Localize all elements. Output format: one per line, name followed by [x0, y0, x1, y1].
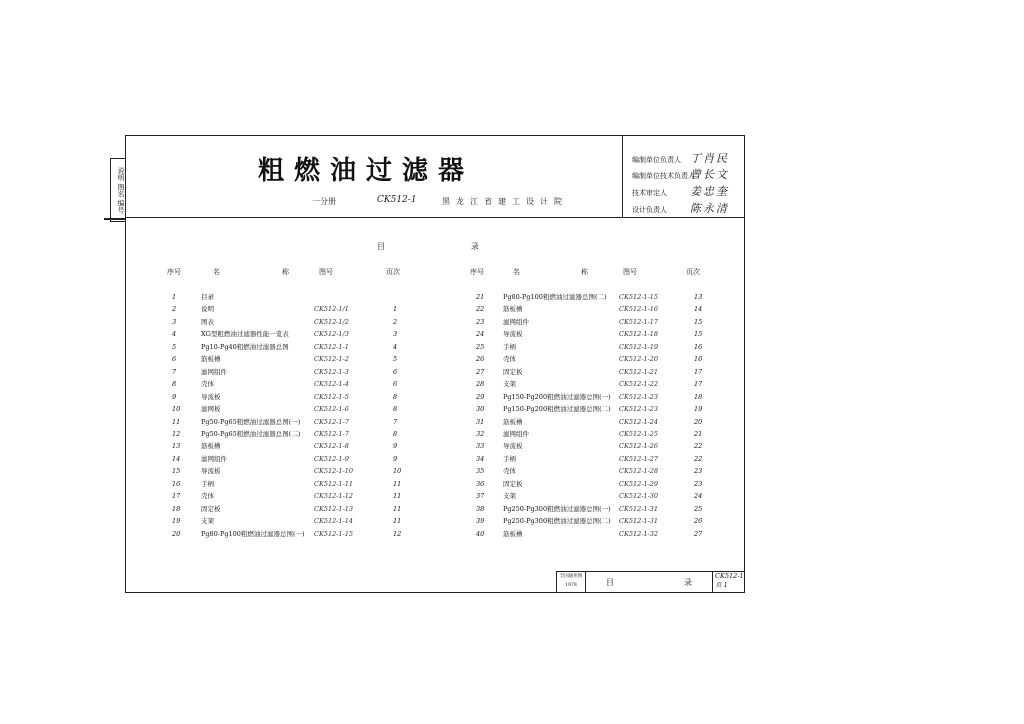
signature-name: 曾长文 [690, 168, 729, 181]
row-no: 35 [476, 467, 485, 476]
header-page: 页次 [386, 268, 400, 276]
row-name: 手柄 [503, 342, 516, 351]
row-no: 16 [172, 479, 181, 488]
row-name: Pg80-Pg100粗燃油过滤器总图(一) [201, 529, 305, 538]
row-drawing: CK512-1-23 [619, 405, 659, 414]
row-name: Pg250-Pg300粗燃油过滤器总图(一) [503, 504, 611, 513]
row-no: 38 [476, 504, 485, 513]
table-row [0, 342, 1024, 352]
row-drawing: CK512-1-6 [314, 405, 349, 414]
row-drawing: CK512-1-22 [619, 380, 659, 389]
row-page: 8 [393, 429, 398, 438]
row-name: 壳体 [201, 380, 214, 389]
sheet-number: 页 1 [715, 581, 728, 589]
row-name: 滤网组件 [201, 367, 227, 376]
row-no: 29 [476, 392, 485, 401]
row-name: Pg80-Pg100粗燃油过滤器总图(二) [503, 293, 607, 301]
row-page: 20 [694, 417, 703, 426]
row-no: 26 [476, 355, 485, 364]
header-drawing: 图号 [319, 268, 333, 276]
table-row [0, 429, 1024, 439]
row-drawing: CK512-1-23 [619, 392, 659, 401]
row-no: 27 [476, 367, 485, 376]
row-no: 6 [172, 355, 177, 364]
sheet-title-block [556, 571, 745, 593]
row-no: 5 [172, 342, 177, 351]
row-name: Pg50-Pg65粗燃油过滤器总图(二) [201, 429, 301, 438]
row-name: 固定板 [503, 479, 523, 488]
row-name: 支架 [201, 517, 214, 526]
row-no: 8 [172, 380, 177, 389]
row-no: 18 [172, 504, 181, 513]
row-page: 24 [694, 492, 703, 501]
row-name: 筋板槽 [503, 529, 523, 538]
row-name: Pg10-Pg40粗燃油过滤器总图 [201, 342, 289, 351]
table-row [0, 504, 1024, 514]
row-name: 手柄 [201, 479, 214, 488]
table-row [0, 329, 1024, 339]
table-row [0, 417, 1024, 427]
signature-row [632, 183, 729, 197]
row-name: 滤网板 [201, 405, 221, 414]
row-no: 23 [476, 317, 485, 326]
row-drawing: CK512-1/3 [314, 330, 349, 339]
table-row [0, 367, 1024, 377]
row-name: 图表 [201, 317, 214, 326]
table-row [0, 479, 1024, 489]
title-block-divider [125, 217, 745, 218]
row-no: 3 [172, 317, 177, 326]
row-page: 22 [694, 454, 703, 463]
row-drawing: CK512-1-19 [619, 342, 659, 351]
row-drawing: CK512-1/1 [314, 305, 349, 314]
row-page: 17 [694, 380, 703, 389]
row-drawing: CK512-1-29 [619, 479, 659, 488]
row-name: 筋板槽 [201, 355, 221, 364]
row-drawing: CK512-1-31 [619, 504, 659, 513]
table-row [0, 379, 1024, 389]
row-no: 22 [476, 305, 485, 314]
row-no: 17 [172, 492, 181, 501]
table-row [0, 392, 1024, 402]
row-drawing: CK512-1-20 [619, 355, 659, 364]
row-no: 2 [172, 305, 177, 314]
row-drawing: CK512-1-10 [314, 467, 354, 476]
sheet-name-cell [586, 572, 713, 592]
row-no: 37 [476, 492, 485, 501]
row-page: 11 [393, 504, 402, 513]
row-no: 33 [476, 442, 485, 451]
row-drawing: CK512-1-15 [314, 529, 354, 538]
table-row [0, 454, 1024, 464]
signature-role: 编制单位负责人 [632, 156, 681, 164]
row-no: 11 [172, 417, 181, 426]
table-row [0, 304, 1024, 314]
row-page: 25 [694, 504, 703, 513]
row-page: 9 [393, 442, 398, 451]
signature-block-divider [622, 135, 623, 217]
row-page: 6 [393, 380, 398, 389]
row-no: 13 [172, 442, 181, 451]
toc-heading-left: 目 [377, 242, 385, 251]
row-drawing: CK512-1-16 [619, 305, 659, 314]
table-row [0, 354, 1024, 364]
header-no: 序号 [167, 268, 181, 276]
row-name: 导流板 [201, 392, 221, 401]
row-name: 固定板 [503, 367, 523, 376]
table-row [0, 529, 1024, 539]
row-drawing: CK512-1-1 [314, 342, 349, 351]
standard-label: 全国通用图 [559, 574, 583, 579]
row-name: 目录 [201, 293, 214, 301]
binding-margin-tick [104, 218, 126, 220]
row-page: 23 [694, 479, 703, 488]
row-name: 支架 [503, 380, 516, 389]
table-row [0, 292, 1024, 302]
row-name: 壳体 [503, 467, 516, 476]
row-drawing: CK512-1-11 [314, 479, 354, 488]
row-name: Pg150-Pg200粗燃油过滤器总图(一) [503, 392, 611, 401]
row-no: 36 [476, 479, 485, 488]
sheet-code-cell [713, 572, 746, 592]
row-drawing: CK512-1/2 [314, 317, 349, 326]
row-name: 导流板 [503, 330, 523, 339]
row-page: 9 [393, 454, 398, 463]
standard-year: 1978 [565, 583, 577, 588]
row-page: 19 [694, 405, 703, 414]
header-no: 序号 [470, 268, 484, 276]
row-page: 15 [694, 330, 703, 339]
row-no: 34 [476, 454, 485, 463]
row-drawing: CK512-1-12 [314, 492, 354, 501]
design-institute: 黑龙江省建工设计院 [442, 197, 568, 206]
table-row [0, 466, 1024, 476]
header-name-b: 称 [581, 268, 588, 276]
row-no: 9 [172, 392, 177, 401]
row-drawing: CK512-1-15 [619, 293, 659, 301]
row-name: Pg50-Pg65粗燃油过滤器总图(一) [201, 417, 301, 426]
row-name: XG型粗燃油过滤器性能一览表 [201, 330, 289, 339]
row-no: 20 [172, 529, 181, 538]
header-name-a: 名 [513, 268, 520, 276]
sheet-code: CK512-1 [715, 572, 744, 580]
row-page: 21 [694, 429, 703, 438]
row-no: 39 [476, 517, 485, 526]
row-page: 4 [393, 342, 398, 351]
row-page: 8 [393, 405, 398, 414]
sheet-name-right: 录 [684, 578, 692, 587]
row-no: 7 [172, 367, 177, 376]
signature-name: 陈永清 [690, 202, 729, 215]
header-name-b: 称 [282, 268, 289, 276]
row-drawing: CK512-1-9 [314, 454, 349, 463]
signature-name: 丁肖民 [690, 152, 729, 165]
row-no: 12 [172, 429, 181, 438]
row-page: 12 [393, 529, 402, 538]
row-no: 15 [172, 467, 181, 476]
atlas-code: CK512-1 [377, 195, 417, 205]
signature-role: 技术审定人 [632, 189, 667, 197]
row-name: 壳体 [201, 492, 214, 501]
row-drawing: CK512-1-26 [619, 442, 659, 451]
row-drawing: CK512-1-24 [619, 417, 659, 426]
row-page: 16 [694, 355, 703, 364]
row-no: 30 [476, 405, 485, 414]
row-page: 8 [393, 392, 398, 401]
row-page: 18 [694, 392, 703, 401]
row-name: 滤网组件 [503, 429, 529, 438]
row-page: 14 [694, 305, 703, 314]
row-page: 6 [393, 367, 398, 376]
row-page: 22 [694, 442, 703, 451]
row-page: 13 [694, 293, 703, 301]
row-no: 21 [476, 293, 485, 301]
row-name: 筋板槽 [503, 305, 523, 314]
row-no: 25 [476, 342, 485, 351]
row-drawing: CK512-1-13 [314, 504, 354, 513]
signature-row [632, 200, 729, 214]
row-page: 2 [393, 317, 398, 326]
signature-row [632, 166, 729, 180]
row-page: 11 [393, 517, 402, 526]
row-drawing: CK512-1-30 [619, 492, 659, 501]
signature-row [632, 150, 729, 164]
row-no: 1 [172, 293, 177, 301]
row-drawing: CK512-1-18 [619, 330, 659, 339]
row-drawing: CK512-1-31 [619, 517, 659, 526]
row-drawing: CK512-1-4 [314, 380, 349, 389]
row-page: 3 [393, 330, 398, 339]
row-drawing: CK512-1-17 [619, 317, 659, 326]
row-drawing: CK512-1-28 [619, 467, 659, 476]
row-page: 11 [393, 492, 402, 501]
row-name: 筋板槽 [503, 417, 523, 426]
sheet-name-left: 目 [606, 578, 614, 587]
row-no: 14 [172, 454, 181, 463]
binding-margin-strip: 说明 图名 编号 [110, 158, 126, 222]
signature-name: 姜忠奎 [690, 185, 729, 198]
row-drawing: CK512-1-7 [314, 417, 349, 426]
row-no: 32 [476, 429, 485, 438]
row-page: 5 [393, 355, 398, 364]
row-drawing: CK512-1-14 [314, 517, 354, 526]
drawing-title: 粗燃油过滤器 [258, 156, 475, 186]
row-no: 24 [476, 330, 485, 339]
row-drawing: CK512-1-27 [619, 454, 659, 463]
header-page: 页次 [686, 268, 700, 276]
table-row [0, 404, 1024, 414]
row-name: 滤网组件 [503, 317, 529, 326]
table-row [0, 491, 1024, 501]
volume-label: 一分册 [312, 197, 336, 206]
row-drawing: CK512-1-7 [314, 429, 349, 438]
row-name: 支架 [503, 492, 516, 501]
row-page: 27 [694, 529, 703, 538]
row-drawing: CK512-1-3 [314, 367, 349, 376]
signature-role: 设计负责人 [632, 206, 667, 214]
row-no: 10 [172, 405, 181, 414]
standard-cell [557, 572, 586, 592]
row-name: Pg150-Pg200粗燃油过滤器总图(二) [503, 405, 611, 414]
row-name: 导流板 [503, 442, 523, 451]
row-no: 28 [476, 380, 485, 389]
toc-heading-right: 录 [471, 242, 479, 251]
row-name: 说明 [201, 305, 214, 314]
row-name: 筋板槽 [201, 442, 221, 451]
table-row [0, 317, 1024, 327]
row-no: 40 [476, 529, 485, 538]
row-drawing: CK512-1-25 [619, 429, 659, 438]
row-no: 19 [172, 517, 181, 526]
row-page: 16 [694, 342, 703, 351]
row-page: 1 [393, 305, 398, 314]
table-row [0, 516, 1024, 526]
row-drawing: CK512-1-8 [314, 442, 349, 451]
row-drawing: CK512-1-32 [619, 529, 659, 538]
row-name: 手柄 [503, 454, 516, 463]
row-name: 导流板 [201, 467, 221, 476]
row-page: 15 [694, 317, 703, 326]
row-name: 固定板 [201, 504, 221, 513]
row-no: 4 [172, 330, 177, 339]
row-page: 11 [393, 479, 402, 488]
row-name: Pg250-Pg300粗燃油过滤器总图(二) [503, 517, 611, 526]
row-page: 23 [694, 467, 703, 476]
row-page: 7 [393, 417, 398, 426]
row-page: 26 [694, 517, 703, 526]
row-no: 31 [476, 417, 485, 426]
table-row [0, 441, 1024, 451]
header-name-a: 名 [213, 268, 220, 276]
row-page: 17 [694, 367, 703, 376]
row-drawing: CK512-1-21 [619, 367, 659, 376]
row-name: 滤网组件 [201, 454, 227, 463]
signature-role: 编制单位技术负责人 [632, 172, 695, 180]
row-page: 10 [393, 467, 402, 476]
row-drawing: CK512-1-2 [314, 355, 349, 364]
header-drawing: 图号 [623, 268, 637, 276]
row-drawing: CK512-1-5 [314, 392, 349, 401]
row-name: 壳体 [503, 355, 516, 364]
